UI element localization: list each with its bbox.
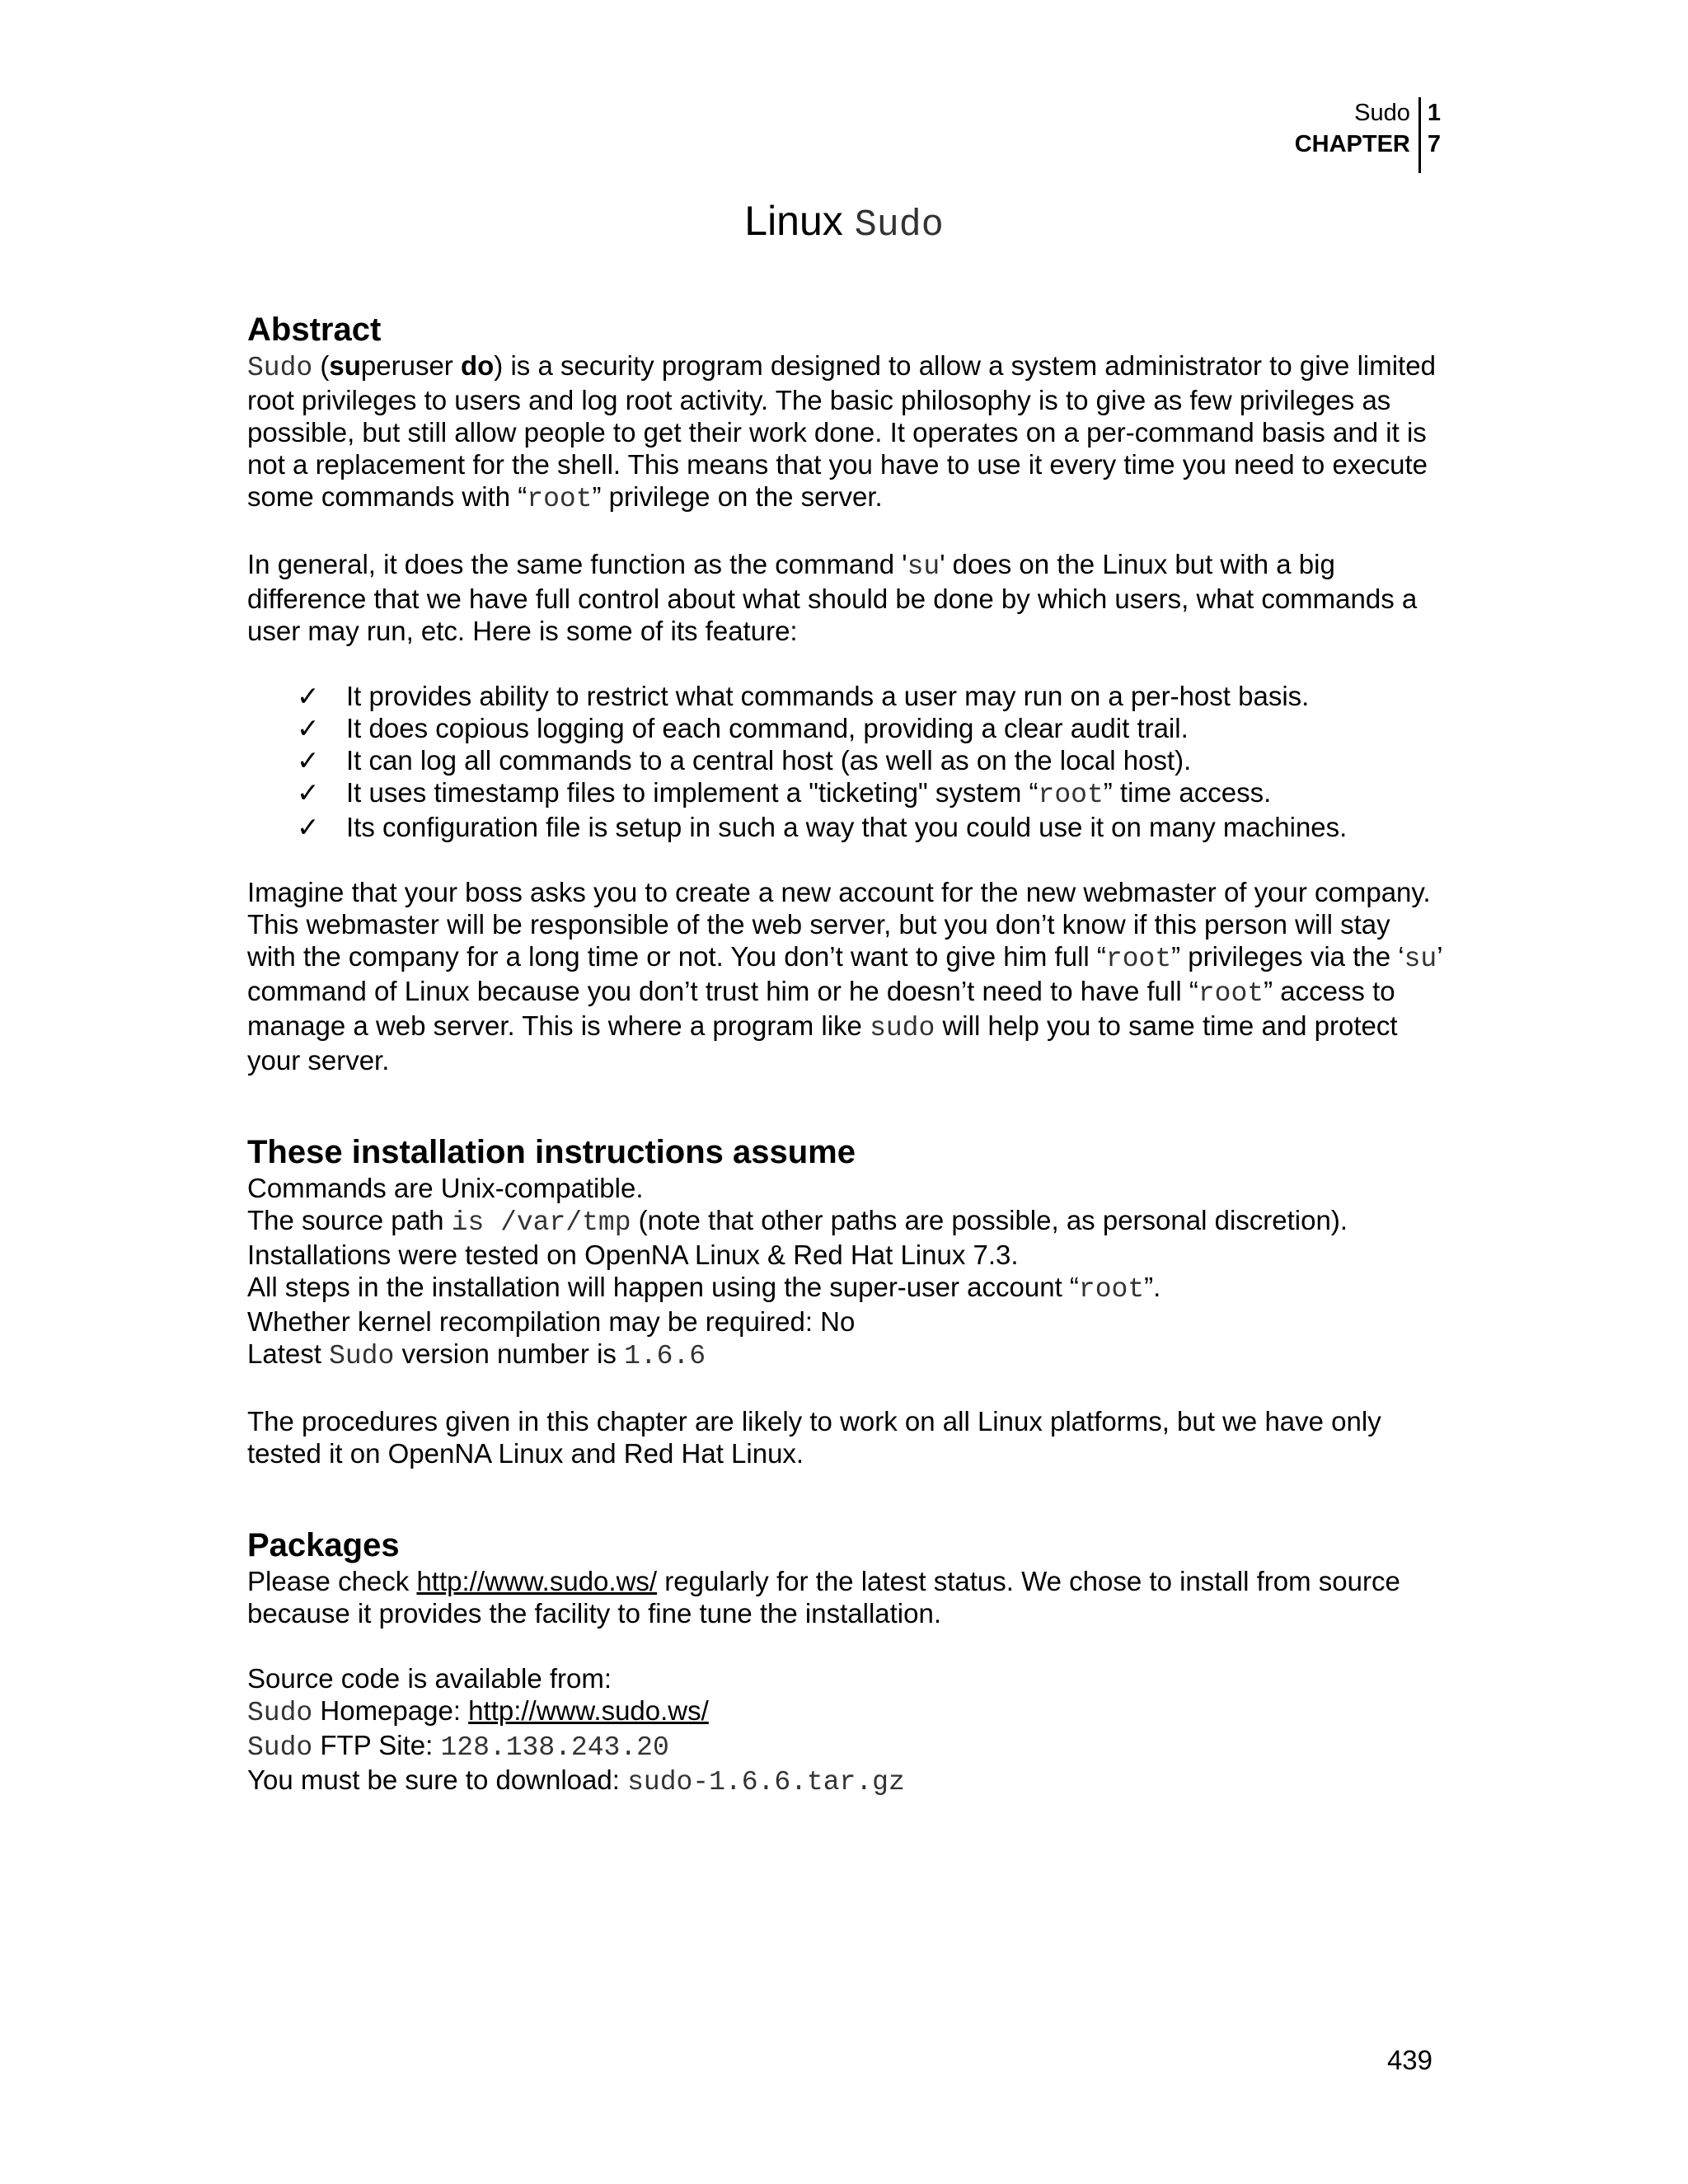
chapter-section: Sudo bbox=[1354, 100, 1410, 126]
install-line-6 bbox=[247, 1338, 1442, 1372]
chapter-header bbox=[1295, 97, 1441, 173]
install-line-4 bbox=[247, 1271, 1442, 1305]
text-fragment: ( bbox=[312, 350, 330, 381]
sudo-website-link[interactable]: http://www.sudo.ws/ bbox=[416, 1566, 658, 1596]
root-term: root bbox=[527, 484, 593, 514]
root-term: root bbox=[1038, 780, 1104, 810]
list-item bbox=[297, 811, 1442, 843]
bold-su: su bbox=[329, 350, 361, 381]
root-term: root bbox=[1198, 978, 1264, 1009]
text-fragment: ' does on the Linux but with a big difference that we have full control about what should be done by which users, what commands a user may run, etc. Here is some of its feature: bbox=[247, 549, 1418, 646]
text-fragment: ) is a security program designed to allow a system administrator to give limited root privileges to users and log root activity. The basic philosophy is to give as few privileges as possible, but still allow people to get their work done. It operates on a per-command basis and it is not a replacement for the shell. This means that you have to use it every time you need to execute some commands with “ bbox=[247, 350, 1436, 512]
chapter-labels bbox=[1295, 97, 1418, 173]
page-title bbox=[0, 196, 1688, 251]
check-icon: ✓ bbox=[297, 745, 320, 776]
text-fragment: Please check bbox=[247, 1566, 417, 1596]
check-icon: ✓ bbox=[297, 681, 320, 711]
text-fragment: In general, it does the same function as the command ' bbox=[247, 549, 907, 579]
abstract-paragraph-2 bbox=[247, 548, 1442, 647]
title-mono: Sudo bbox=[854, 204, 944, 246]
text-fragment: version number is bbox=[394, 1338, 625, 1369]
list-item bbox=[297, 680, 1442, 712]
page-number: 439 bbox=[1386, 2045, 1432, 2075]
install-line-2 bbox=[247, 1204, 1442, 1239]
text-fragment: ” privileges via the ‘ bbox=[1171, 941, 1404, 972]
text-fragment: (note that other paths are possible, as personal discretion). bbox=[631, 1205, 1348, 1235]
text-fragment: regularly for the latest status. We chose to install from source because it provides the facility to fine tune the installation. bbox=[247, 1566, 1400, 1629]
list-item bbox=[297, 776, 1442, 811]
feature-text: Its configuration file is setup in such a way that you could use it on many machines. bbox=[346, 812, 1348, 842]
sudo-term: Sudo bbox=[247, 1698, 313, 1728]
abstract-paragraph-3 bbox=[247, 876, 1442, 1076]
packages-paragraph bbox=[247, 1565, 1442, 1629]
root-term: root bbox=[1105, 944, 1172, 974]
feature-list bbox=[297, 680, 1442, 843]
list-item bbox=[297, 744, 1442, 776]
list-item bbox=[297, 712, 1442, 744]
install-heading: These installation instructions assume bbox=[247, 1134, 856, 1170]
text-fragment: ” privilege on the server. bbox=[592, 481, 883, 512]
sudo-term: Sudo bbox=[247, 1732, 313, 1763]
procedures-paragraph: The procedures given in this chapter are likely to work on all Linux platforms, but we have only tested it on OpenNA Linux and Red Hat Linux. bbox=[247, 1406, 1381, 1469]
text-fragment: FTP Site: bbox=[312, 1730, 441, 1760]
check-icon: ✓ bbox=[297, 812, 320, 842]
check-icon: ✓ bbox=[297, 713, 320, 743]
su-term: su bbox=[1404, 944, 1437, 974]
text-fragment: Homepage: bbox=[312, 1695, 469, 1726]
feature-text: It can log all commands to a central host (as well as on the local host). bbox=[346, 745, 1192, 776]
text-fragment: ” access to manage a web server. This is where a program like bbox=[247, 976, 1395, 1041]
title-text: Linux bbox=[744, 198, 843, 244]
check-icon: ✓ bbox=[297, 777, 320, 808]
abstract-paragraph-1 bbox=[247, 349, 1442, 515]
text-fragment: All steps in the installation will happen using the super-user account “ bbox=[247, 1272, 1079, 1302]
chapter-label: CHAPTER bbox=[1294, 131, 1410, 157]
abstract-heading: Abstract bbox=[247, 312, 382, 348]
version-number: 1.6.6 bbox=[624, 1341, 706, 1371]
download-filename: sudo-1.6.6.tar.gz bbox=[627, 1767, 905, 1797]
text-fragment: peruser bbox=[360, 350, 461, 381]
text-fragment: Imagine that your boss asks you to create a new account for the new webmaster of your company. This webmaster will be responsible of the web server, but you don’t know if this person will stay with the company for a long time or not. You don’t want to give him full “ bbox=[247, 877, 1431, 972]
chapter-number-2: 7 bbox=[1427, 131, 1441, 157]
text-fragment: will help you to same time and protect your server. bbox=[247, 1010, 1398, 1076]
install-line-1: Commands are Unix-compatible. bbox=[247, 1173, 644, 1203]
su-term: su bbox=[907, 551, 940, 582]
homepage-link[interactable]: http://www.sudo.ws/ bbox=[468, 1695, 709, 1726]
text-fragment: ’ command of Linux because you don’t trust him or he doesn’t need to have full “ bbox=[247, 941, 1442, 1006]
chapter-number bbox=[1421, 97, 1441, 173]
page-content bbox=[247, 310, 1442, 1798]
text-fragment: The source path bbox=[247, 1205, 452, 1235]
text-fragment: You must be sure to download: bbox=[247, 1765, 628, 1795]
feature-text: It does copious logging of each command, providing a clear audit trail. bbox=[346, 713, 1189, 743]
bold-do: do bbox=[460, 350, 495, 381]
ftp-line bbox=[247, 1729, 1442, 1764]
sudo-term: sudo bbox=[870, 1013, 935, 1043]
ftp-address: 128.138.243.20 bbox=[440, 1732, 669, 1763]
root-term: root bbox=[1078, 1274, 1145, 1305]
source-intro: Source code is available from: bbox=[247, 1663, 612, 1694]
feature-text: It uses timestamp files to implement a "ticketing" system “ bbox=[346, 777, 1039, 808]
homepage-line bbox=[247, 1694, 1442, 1729]
feature-text: It provides ability to restrict what commands a user may run on a per-host basis. bbox=[346, 681, 1310, 711]
install-line-5: Whether kernel recompilation may be required: No bbox=[247, 1306, 856, 1337]
packages-heading: Packages bbox=[247, 1527, 400, 1563]
install-line-3: Installations were tested on OpenNA Linux & Red Hat Linux 7.3. bbox=[247, 1240, 1019, 1270]
text-fragment: ”. bbox=[1144, 1272, 1161, 1302]
sudo-term: Sudo bbox=[247, 353, 313, 383]
sudo-term: Sudo bbox=[329, 1341, 395, 1371]
text-fragment: Latest bbox=[247, 1338, 330, 1369]
download-line bbox=[247, 1764, 1442, 1798]
source-path: is /var/tmp bbox=[451, 1207, 631, 1238]
feature-text: ” time access. bbox=[1103, 777, 1272, 808]
chapter-number-1: 1 bbox=[1427, 100, 1441, 126]
